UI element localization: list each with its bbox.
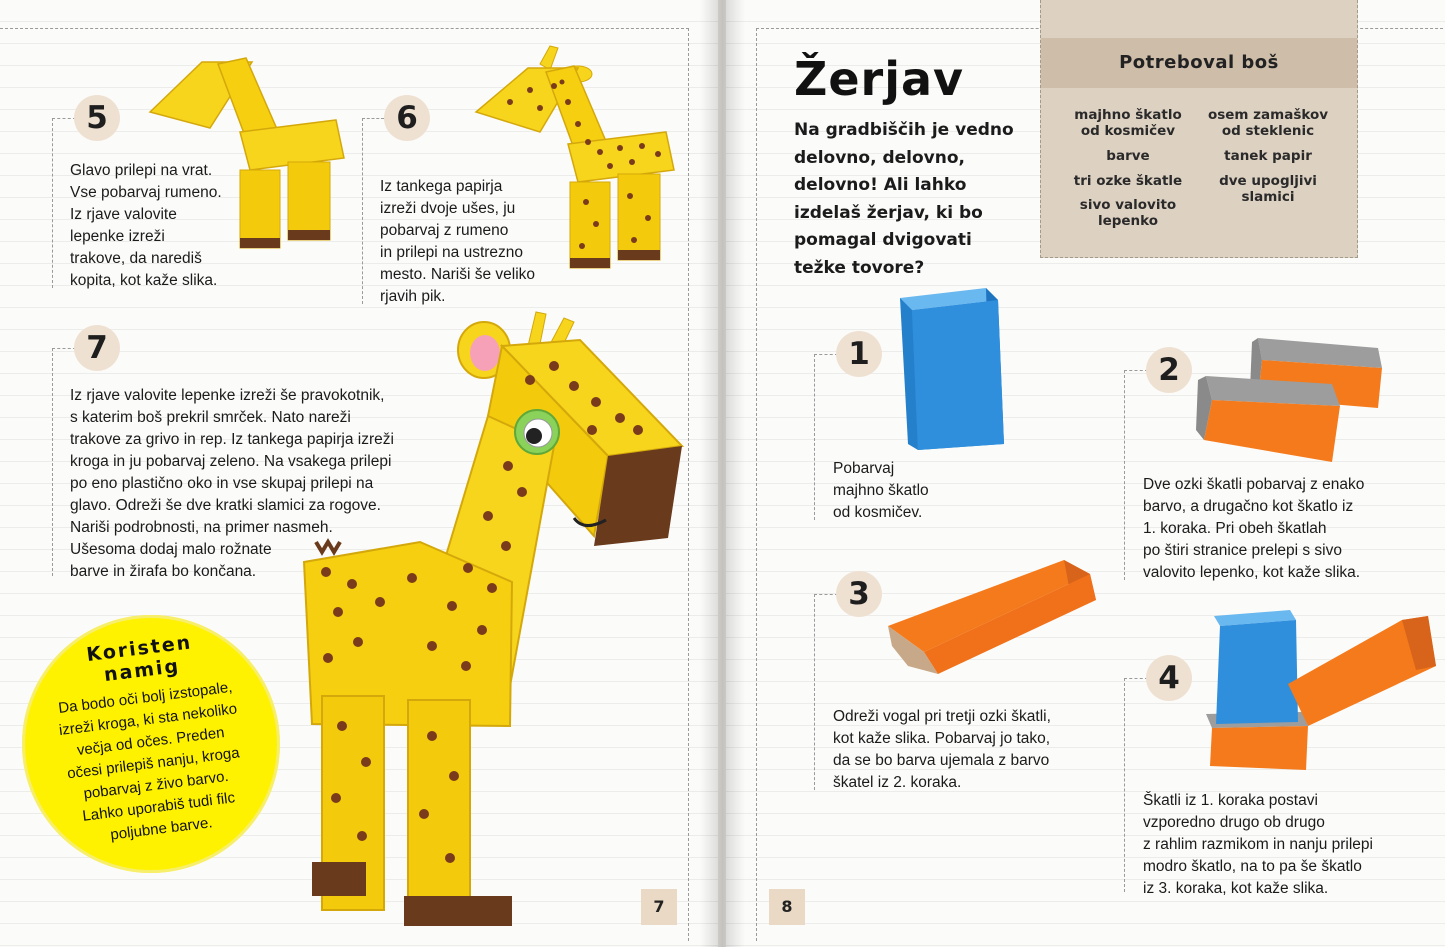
materials-item: tanek papir xyxy=(1224,148,1312,164)
step-4-badge: 4 xyxy=(1146,655,1192,701)
right-page xyxy=(726,0,1445,947)
step-6-rule xyxy=(362,118,363,304)
book-gutter xyxy=(700,0,745,947)
step-2-badge: 2 xyxy=(1146,347,1192,393)
materials-panel xyxy=(1040,0,1358,258)
materials-item: osem zamaškov od steklenic xyxy=(1207,107,1329,139)
step-1-badge: 1 xyxy=(836,331,882,377)
giraffe-step-5-image xyxy=(140,40,355,255)
tip-text: Da bodo oči bolj izstopale, izreži kroga, ki sta nekoliko večja od očes. Preden očesi prilepiš nanju, kroga pobarvaj z živo barvo. Lahko uporabiš tudi filc poljubne barve. xyxy=(57,678,241,844)
step-6-badge: 6 xyxy=(384,95,430,141)
materials-item: barve xyxy=(1106,148,1150,164)
step-4-rule xyxy=(1124,678,1125,892)
page-number-left: 7 xyxy=(641,889,677,925)
orange-boxes-image xyxy=(1192,330,1392,468)
giraffe-step-6-image xyxy=(470,42,685,277)
step-3-connector xyxy=(814,594,838,595)
step-3-text: Odreži vogal pri tretji ozki škatli, kot kaže slika. Pobarvaj jo tako, da se bo barva ujemala z barvo škatel iz 2. koraka. xyxy=(833,708,1051,791)
page-title: Žerjav xyxy=(794,52,965,106)
materials-item: sivo valovito lepenko xyxy=(1079,197,1177,229)
step-7-badge: 7 xyxy=(74,325,120,371)
materials-heading: Potreboval boš xyxy=(1041,38,1357,88)
blue-box-image xyxy=(894,284,1024,464)
step-2-connector xyxy=(1124,370,1148,371)
step-1-connector xyxy=(814,354,838,355)
step-4-connector xyxy=(1124,678,1148,679)
step-5-text: Glavo prilepi na vrat. Vse pobarvaj rumeno. Iz rjave valovite lepenke izreži trakove, da narediš kopita, kot kaže slika. xyxy=(70,162,222,289)
step-5-badge: 5 xyxy=(74,95,120,141)
finished-giraffe-image xyxy=(292,306,692,932)
step-7-text: Iz rjave valovite lepenke izreži še pravokotnik, s katerim boš prekril smrček. Nato nareži trakove za grivo in rep. Iz tankega papirja izreži kroga in ju pobarvaj zeleno. Na vsakega prilepi po eno plastično oko in vse skupaj prilepi na glavo. Odreži še dve kratki slamici za rogove. Nariši podrobnosti, na primer nasmeh. Ušesoma dodaj malo rožnate barve in žirafa bo končana. xyxy=(70,387,394,580)
step-6-text: Iz tankega papirja izreži dvoje ušes, ju pobarvaj z rumeno in prilepi na ustrezno mesto. Nariši še veliko rjavih pik. xyxy=(380,178,536,305)
step-1-rule xyxy=(814,354,815,520)
step-1-text: Pobarvaj majhno škatlo od kosmičev. xyxy=(833,460,929,521)
step-5-connector xyxy=(52,118,76,119)
orange-cut-box-image xyxy=(884,556,1098,682)
step-2-rule xyxy=(1124,370,1125,580)
tip-bubble xyxy=(22,615,280,873)
materials-item: tri ozke škatle xyxy=(1073,173,1183,189)
step-3-rule xyxy=(814,594,815,790)
page-number-right: 8 xyxy=(769,889,805,925)
materials-item: majhno škatlo od kosmičev xyxy=(1074,107,1182,139)
step-5-rule xyxy=(52,118,53,288)
step-4-text: Škatli iz 1. koraka postavi vzporedno drugo ob drugo z rahlim razmikom in nanju prilepi modro škatlo, na to pa še škatlo iz 3. koraka, kot kaže slika. xyxy=(1143,792,1373,897)
step-7-connector xyxy=(52,348,76,349)
step-7-rule xyxy=(52,348,53,576)
materials-item: dve upogljivi slamici xyxy=(1219,173,1317,205)
tip-title: Koristen namig xyxy=(85,631,194,687)
intro-text: Na gradbiščih je vedno delovno, delovno, delovno! Ali lahko izdelaš žerjav, ki bo pomagal dvigovati težke tovore? xyxy=(794,120,1014,278)
crane-assembly-image xyxy=(1202,606,1442,776)
step-3-badge: 3 xyxy=(836,571,882,617)
step-6-connector xyxy=(362,118,384,119)
left-page xyxy=(0,0,718,947)
step-2-text: Dve ozki škatli pobarvaj z enako barvo, a drugačno kot škatlo iz 1. koraka. Pri obeh škatlah po štiri stranice prelepi s sivo valovito lepenko, kot kaže slika. xyxy=(1143,476,1365,581)
